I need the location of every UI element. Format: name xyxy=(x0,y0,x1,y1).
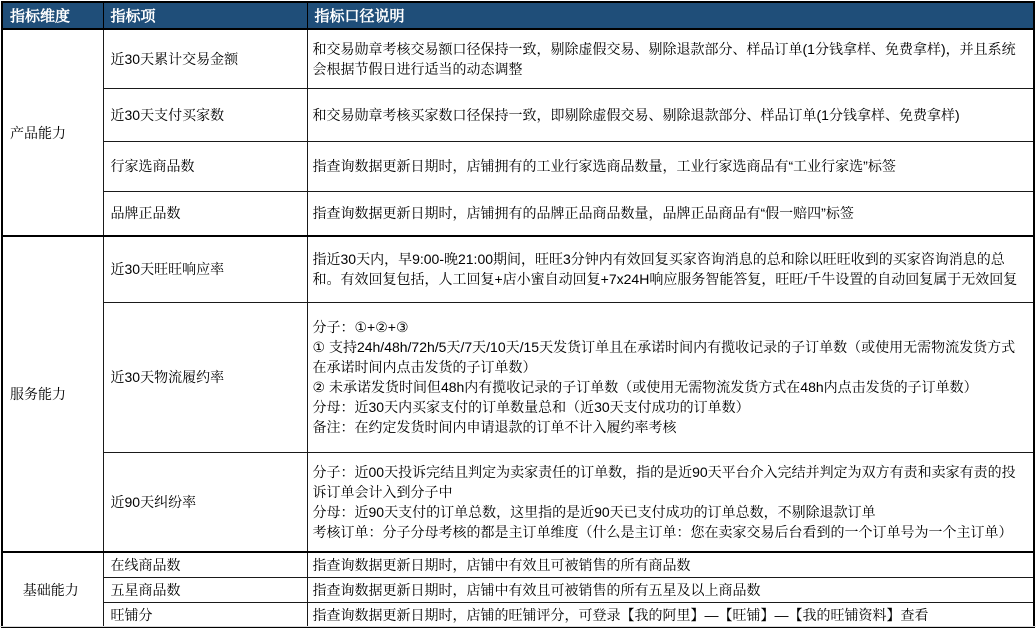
metric-desc-cell: 指近30天内，早9:00-晚21:00期间，旺旺3分钟内有效回复买家咨询消息的总和除以旺旺收到的买家咨询消息的总和。有效回复包括，人工回复+店小蜜自动回复+7x24H响应服务智能答复，旺旺/千牛设置的自动回复属于无效回复 xyxy=(307,236,1034,302)
table-row xyxy=(2,578,1034,603)
metric-item-cell: 行家选商品数 xyxy=(103,141,307,191)
metric-item-cell: 五星商品数 xyxy=(103,578,307,603)
table-row xyxy=(2,141,1034,191)
table-row xyxy=(2,452,1034,552)
metric-item-cell: 近90天纠纷率 xyxy=(103,452,307,552)
metric-desc-cell: 指查询数据更新日期时，店铺拥有的品牌正品商品数量，品牌正品商品有“假一赔四”标签 xyxy=(307,191,1034,236)
metric-item-cell: 近30天累计交易金额 xyxy=(103,29,307,88)
table-row xyxy=(2,236,1034,302)
header-cell-description: 指标口径说明 xyxy=(307,2,1034,29)
metric-desc-cell: 分子：①+②+③ ① 支持24h/48h/72h/5天/7天/10天/15天发货订单且在承诺时间内有揽收记录的子订单数（或使用无需物流发货方式在承诺时间内点击发货的子订单数） ② 未承诺发货时间但48h内有揽收记录的子订单数（或使用无需物流发货方式在48h内点击发货的子订单数） 分母：近30天内买家支付的订单数量总和（近30天支付成功的订单数） 备注：在约定发货时间内申请退款的订单不计入履约率考核 xyxy=(307,302,1034,452)
metric-desc-cell: 和交易勋章考核交易额口径保持一致，剔除虚假交易、剔除退款部分、样品订单(1分钱拿样、免费拿样)，并且系统会根据节假日进行适当的动态调整 xyxy=(307,29,1034,88)
dimension-cell-product: 产品能力 xyxy=(2,29,103,236)
metric-item-cell: 旺铺分 xyxy=(103,603,307,628)
table-row xyxy=(2,88,1034,141)
metrics-table xyxy=(1,1,1035,628)
metric-item-cell: 在线商品数 xyxy=(103,552,307,578)
metric-item-cell: 近30天支付买家数 xyxy=(103,88,307,141)
metric-desc-cell: 分子：近00天投诉完结且判定为卖家责任的订单数，指的是近90天平台介入完结并判定为双方有责和卖家有责的投诉订单会计入到分子中 分母：近90天支付的订单总数，这里指的是近90天已支付成功的订单总数，不剔除退款订单 考核订单：分子分母考核的都是主订单维度（什么是主订单：您在卖家交易后台看到的一个订单号为一个主订单） xyxy=(307,452,1034,552)
header-cell-item: 指标项 xyxy=(103,2,307,29)
table-row xyxy=(2,603,1034,628)
metric-item-cell: 品牌正品数 xyxy=(103,191,307,236)
table-row xyxy=(2,29,1034,88)
metric-item-cell: 近30天旺旺响应率 xyxy=(103,236,307,302)
table-row xyxy=(2,552,1034,578)
table-row xyxy=(2,302,1034,452)
header-cell-dimension: 指标维度 xyxy=(2,2,103,29)
metric-desc-cell: 指查询数据更新日期时，店铺中有效且可被销售的所有五星及以上商品数 xyxy=(307,578,1034,603)
dimension-cell-service: 服务能力 xyxy=(2,236,103,552)
metric-desc-cell: 指查询数据更新日期时，店铺中有效且可被销售的所有商品数 xyxy=(307,552,1034,578)
table-header-row xyxy=(2,2,1034,29)
table-row xyxy=(2,191,1034,236)
metric-desc-cell: 指查询数据更新日期时，店铺的旺铺评分，可登录【我的阿里】—【旺铺】—【我的旺铺资料】查看 xyxy=(307,603,1034,628)
spreadsheet-gridline xyxy=(0,626,1036,627)
dimension-cell-basic: 基础能力 xyxy=(2,552,103,628)
metric-desc-cell: 和交易勋章考核买家数口径保持一致，即剔除虚假交易、剔除退款部分、样品订单(1分钱拿样、免费拿样) xyxy=(307,88,1034,141)
metric-item-cell: 近30天物流履约率 xyxy=(103,302,307,452)
metric-desc-cell: 指查询数据更新日期时，店铺拥有的工业行家选商品数量，工业行家选商品有“工业行家选”标签 xyxy=(307,141,1034,191)
